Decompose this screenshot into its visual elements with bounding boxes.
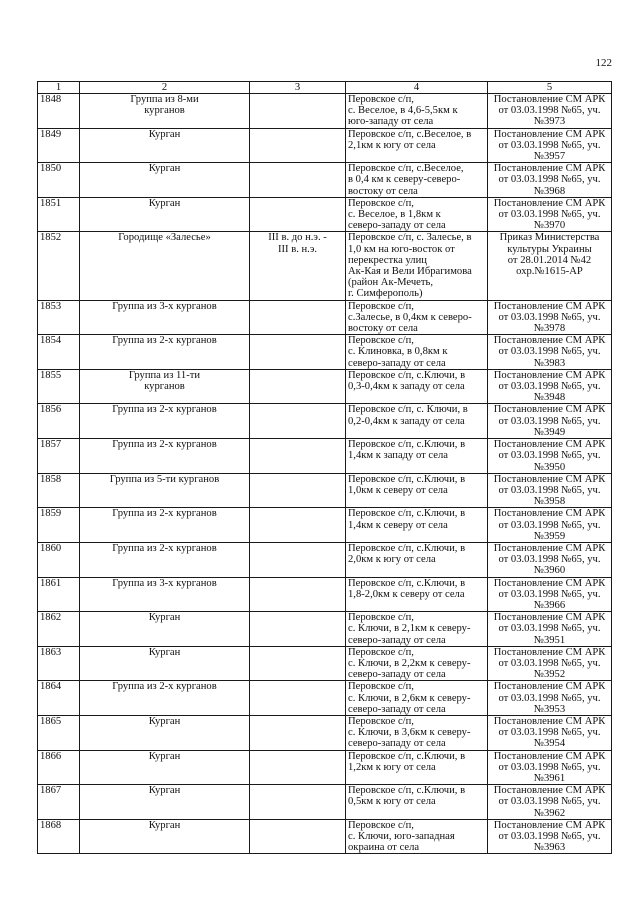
object-location: Перовское с/п, с. Ключи, в 2,1км к северу- северо-западу от села [346,612,488,647]
object-name: Курган [80,750,250,785]
table-row [38,335,612,370]
object-location: Перовское с/п, с.Ключи, в 1,4км к северу от села [346,508,488,543]
row-number: 1863 [38,646,80,681]
object-dating [250,335,346,370]
column-header: 1 [38,82,80,94]
table-body [38,94,612,854]
row-number: 1857 [38,439,80,474]
object-location: Перовское с/п, с.Залесье, в 0,4км к северо- востоку от села [346,300,488,335]
object-dating [250,750,346,785]
object-dating [250,439,346,474]
row-number: 1849 [38,128,80,163]
protection-document: Постановление СМ АРК от 03.03.1998 №65, уч.№3960 [488,542,612,577]
object-name: Курган [80,128,250,163]
object-location: Перовское с/п, с. Ключи, юго-западная окраина от села [346,819,488,854]
object-name: Группа из 2-х курганов [80,681,250,716]
protection-document: Постановление СМ АРК от 03.03.1998 №65, уч.№3973 [488,94,612,129]
row-number: 1852 [38,232,80,300]
table-row [38,819,612,854]
column-header: 3 [250,82,346,94]
protection-document: Постановление СМ АРК от 03.03.1998 №65, уч.№3983 [488,335,612,370]
table-row [38,612,612,647]
table-row [38,508,612,543]
protection-document: Постановление СМ АРК от 03.03.1998 №65, уч.№3968 [488,163,612,198]
table-row [38,473,612,508]
row-number: 1851 [38,197,80,232]
object-dating [250,508,346,543]
protection-document: Постановление СМ АРК от 03.03.1998 №65, уч.№3949 [488,404,612,439]
object-location: Перовское с/п, с. Ключи, в 0,2-0,4км к западу от села [346,404,488,439]
object-name: Курган [80,785,250,820]
table-row [38,94,612,129]
object-name: Группа из 2-х курганов [80,439,250,474]
row-number: 1859 [38,508,80,543]
protection-document: Постановление СМ АРК от 03.03.1998 №65, уч.№3948 [488,369,612,404]
row-number: 1864 [38,681,80,716]
protection-document: Постановление СМ АРК от 03.03.1998 №65, уч.№3970 [488,197,612,232]
object-name: Группа из 3-х курганов [80,300,250,335]
object-name: Курган [80,646,250,681]
protection-document: Постановление СМ АРК от 03.03.1998 №65, уч.№3954 [488,715,612,750]
table-row [38,577,612,612]
table-row [38,785,612,820]
row-number: 1853 [38,300,80,335]
column-number-row [38,82,612,94]
object-name: Группа из 3-х курганов [80,577,250,612]
object-dating: III в. до н.э. - III в. н.э. [250,232,346,300]
object-dating [250,785,346,820]
protection-document: Постановление СМ АРК от 03.03.1998 №65, уч.№3951 [488,612,612,647]
object-name: Курган [80,819,250,854]
column-header: 4 [346,82,488,94]
row-number: 1855 [38,369,80,404]
table-row [38,646,612,681]
object-location: Перовское с/п, с.Ключи, в 1,4км к западу от села [346,439,488,474]
row-number: 1854 [38,335,80,370]
object-name: Курган [80,612,250,647]
object-name: Курган [80,163,250,198]
object-location: Перовское с/п, с. Веселое, в 4,6-5,5км к юго-западу от села [346,94,488,129]
object-dating [250,300,346,335]
heritage-registry-table [37,81,612,854]
object-location: Перовское с/п, с.Веселое, в 2,1км к югу от села [346,128,488,163]
column-header: 5 [488,82,612,94]
protection-document: Постановление СМ АРК от 03.03.1998 №65, уч.№3958 [488,473,612,508]
object-name: Курган [80,715,250,750]
row-number: 1850 [38,163,80,198]
protection-document: Постановление СМ АРК от 03.03.1998 №65, уч.№3959 [488,508,612,543]
object-location: Перовское с/п, с. Клиновка, в 0,8км к северо-западу от села [346,335,488,370]
object-dating [250,542,346,577]
object-dating [250,819,346,854]
object-dating [250,715,346,750]
object-dating [250,128,346,163]
object-location: Перовское с/п, с. Ключи, в 2,6км к северу- северо-западу от села [346,681,488,716]
object-location: Перовское с/п, с. Залесье, в 1,0 км на юго-восток от перекрестка улиц Ак-Кая и Вели Ибрагимова (район Ак-Мечеть, г. Симферополь) [346,232,488,300]
table-row [38,197,612,232]
object-name: Группа из 11-ти курганов [80,369,250,404]
table-row [38,750,612,785]
table-row [38,681,612,716]
table-row [38,163,612,198]
object-dating [250,681,346,716]
object-name: Городище «Залесье» [80,232,250,300]
object-name: Группа из 2-х курганов [80,335,250,370]
object-dating [250,646,346,681]
table-row [38,439,612,474]
column-header: 2 [80,82,250,94]
object-dating [250,612,346,647]
table-row [38,542,612,577]
row-number: 1861 [38,577,80,612]
row-number: 1860 [38,542,80,577]
object-dating [250,404,346,439]
object-location: Перовское с/п, с. Ключи, в 2,2км к северу- северо-западу от села [346,646,488,681]
object-dating [250,473,346,508]
row-number: 1848 [38,94,80,129]
object-name: Группа из 5-ти курганов [80,473,250,508]
protection-document: Постановление СМ АРК от 03.03.1998 №65, уч.№3952 [488,646,612,681]
protection-document: Постановление СМ АРК от 03.03.1998 №65, уч.№3962 [488,785,612,820]
protection-document: Постановление СМ АРК от 03.03.1998 №65, уч.№3957 [488,128,612,163]
object-dating [250,369,346,404]
table-row [38,232,612,300]
object-name: Группа из 2-х курганов [80,508,250,543]
protection-document: Постановление СМ АРК от 03.03.1998 №65, уч.№3961 [488,750,612,785]
object-location: Перовское с/п, с. Ключи, в 3,6км к северу- северо-западу от села [346,715,488,750]
object-location: Перовское с/п, с.Ключи, в 1,8-2,0км к северу от села [346,577,488,612]
object-dating [250,94,346,129]
object-name: Группа из 8-ми курганов [80,94,250,129]
object-dating [250,163,346,198]
object-dating [250,577,346,612]
row-number: 1868 [38,819,80,854]
object-dating [250,197,346,232]
object-name: Курган [80,197,250,232]
object-location: Перовское с/п, с.Ключи, в 2,0км к югу от села [346,542,488,577]
protection-document: Постановление СМ АРК от 03.03.1998 №65, уч.№3966 [488,577,612,612]
table-row [38,404,612,439]
object-name: Группа из 2-х курганов [80,542,250,577]
object-location: Перовское с/п, с.Ключи, в 0,5км к югу от села [346,785,488,820]
object-location: Перовское с/п, с. Веселое, в 1,8км к северо-западу от села [346,197,488,232]
row-number: 1856 [38,404,80,439]
row-number: 1865 [38,715,80,750]
row-number: 1867 [38,785,80,820]
protection-document: Приказ Министерства культуры Украины от 28.01.2014 №42 охр.№1615-АР [488,232,612,300]
row-number: 1866 [38,750,80,785]
protection-document: Постановление СМ АРК от 03.03.1998 №65, уч.№3963 [488,819,612,854]
object-location: Перовское с/п, с.Ключи, в 0,3-0,4км к западу от села [346,369,488,404]
row-number: 1858 [38,473,80,508]
table-row [38,715,612,750]
object-location: Перовское с/п, с.Веселое, в 0,4 км к северу-северо- востоку от села [346,163,488,198]
protection-document: Постановление СМ АРК от 03.03.1998 №65, уч.№3978 [488,300,612,335]
page-number: 122 [595,57,612,69]
object-location: Перовское с/п, с.Ключи, в 1,0км к северу от села [346,473,488,508]
object-location: Перовское с/п, с.Ключи, в 1,2км к югу от села [346,750,488,785]
row-number: 1862 [38,612,80,647]
table-row [38,300,612,335]
table-row [38,369,612,404]
protection-document: Постановление СМ АРК от 03.03.1998 №65, уч.№3950 [488,439,612,474]
protection-document: Постановление СМ АРК от 03.03.1998 №65, уч.№3953 [488,681,612,716]
table-row [38,128,612,163]
object-name: Группа из 2-х курганов [80,404,250,439]
